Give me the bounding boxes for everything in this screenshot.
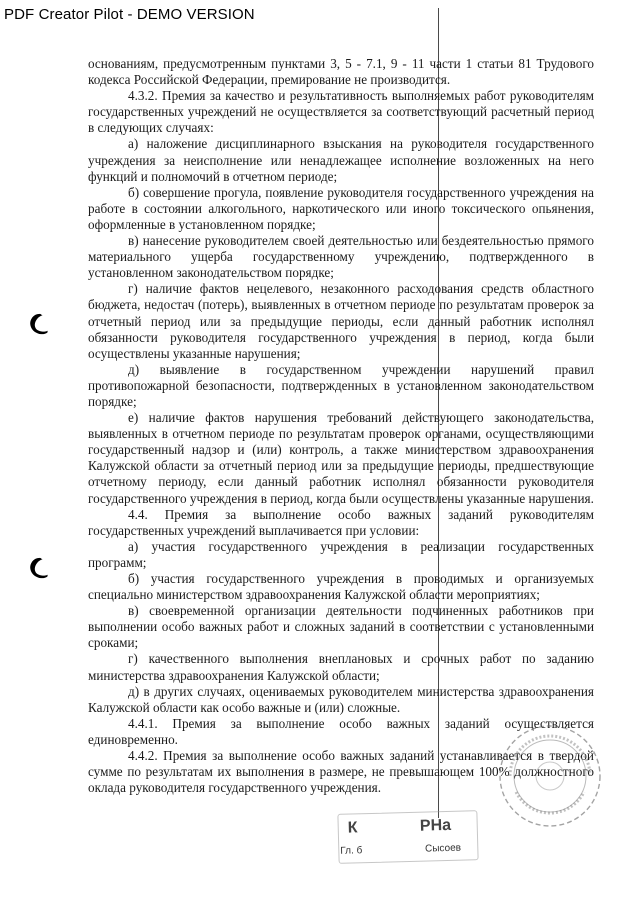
paragraph: 4.3.2. Премия за качество и результативность выполняемых работ руководителям государственных учреждений не осуществляется за соответствующий расчетный период в следующих случаях:	[88, 88, 594, 136]
document-body	[88, 56, 594, 796]
paragraph: основаниям, предусмотренным пунктами 3, 5 - 7.1, 9 - 11 части 1 статьи 81 Трудового кодекса Российской Федерации, премирование не производится.	[88, 56, 594, 88]
stamp-text: Гл. б	[340, 845, 363, 857]
paragraph: г) качественного выполнения внеплановых и срочных работ по заданию министерства здравоохранения Калужской области;	[88, 651, 594, 683]
paragraph: 4.4.1. Премия за выполнение особо важных заданий осуществляется единовременно.	[88, 715, 594, 747]
punch-hole-mark	[27, 554, 55, 581]
paragraph: 4.4.2. Премия за выполнение особо важных заданий устанавливается в твердой сумме по результатам их выполнения в размере, не превышающем 100% должностного оклада руководителя государственного учреждения.	[88, 748, 594, 796]
paragraph: а) участия государственного учреждения в реализации государственных программ;	[88, 538, 594, 570]
paragraph: д) в других случаях, оцениваемых руководителем министерства здравоохранения Калужской области как особо важные и (или) сложные.	[88, 683, 594, 715]
paragraph: 4.4. Премия за выполнение особо важных заданий руководителям государственных учреждений выплачивается при условии:	[88, 506, 594, 538]
official-stamp	[337, 810, 480, 864]
paragraph: б) совершение прогула, появление руководителя государственного учреждения на работе в состоянии алкогольного, наркотического или иного токсического опьянения, оформленные в установленном порядке;	[88, 184, 594, 232]
demo-watermark: PDF Creator Pilot - DEMO VERSION	[4, 6, 255, 23]
paragraph: е) наличие фактов нарушения требований действующего законодательства, выявленных в отчетном периоде по результатам проверок органами, осуществляющими государственный надзор и (или) контроль, а также министерством здравоохранения Калужской области за отчетный период или за предыдущие периоды, предшествующие отчетному периоду, если данный работник исполнял обязанности руководителя государственного учреждения в период, когда были осуществлены указанные нарушения.	[88, 410, 594, 506]
paragraph: в) своевременной организации деятельности подчиненных работников при выполнении особо важных работ и сложных заданий в соответствии с установленными сроками;	[88, 603, 594, 651]
round-seal-stamp	[496, 722, 604, 830]
paragraph: в) нанесение руководителем своей деятельностью или бездеятельностью прямого материального ущерба государственному учреждению, подтвержденного в установленном законодательством порядке;	[88, 233, 594, 281]
paragraph: а) наложение дисциплинарного взыскания на руководителя государственного учреждения за неисполнение или ненадлежащее исполнение возложенных на него функций и полномочий в отчетном периоде;	[88, 136, 594, 184]
stamp-text: РНа	[419, 816, 452, 835]
punch-hole-mark	[27, 310, 55, 337]
paragraph: б) участия государственного учреждения в проводимых и организуемых специально министерством здравоохранения Калужской области мероприятиях;	[88, 571, 594, 603]
stamp-text: Сысоев	[424, 842, 462, 855]
paragraph: г) наличие фактов нецелевого, незаконного расходования средств областного бюджета, недостач (потерь), выявленных в отчетном периоде по результатам проверок за отчетный период или за предыдущие периоды, если данный работник исполнял обязанности руководителя государственного учреждения в период, когда были осуществлены указанные нарушения;	[88, 281, 594, 361]
paragraph: д) выявление в государственном учреждении нарушений правил противопожарной безопасности, подтвержденных в установленном законодательством порядке;	[88, 361, 594, 409]
stamp-line-1	[348, 817, 452, 838]
stamp-text: К	[347, 819, 358, 837]
